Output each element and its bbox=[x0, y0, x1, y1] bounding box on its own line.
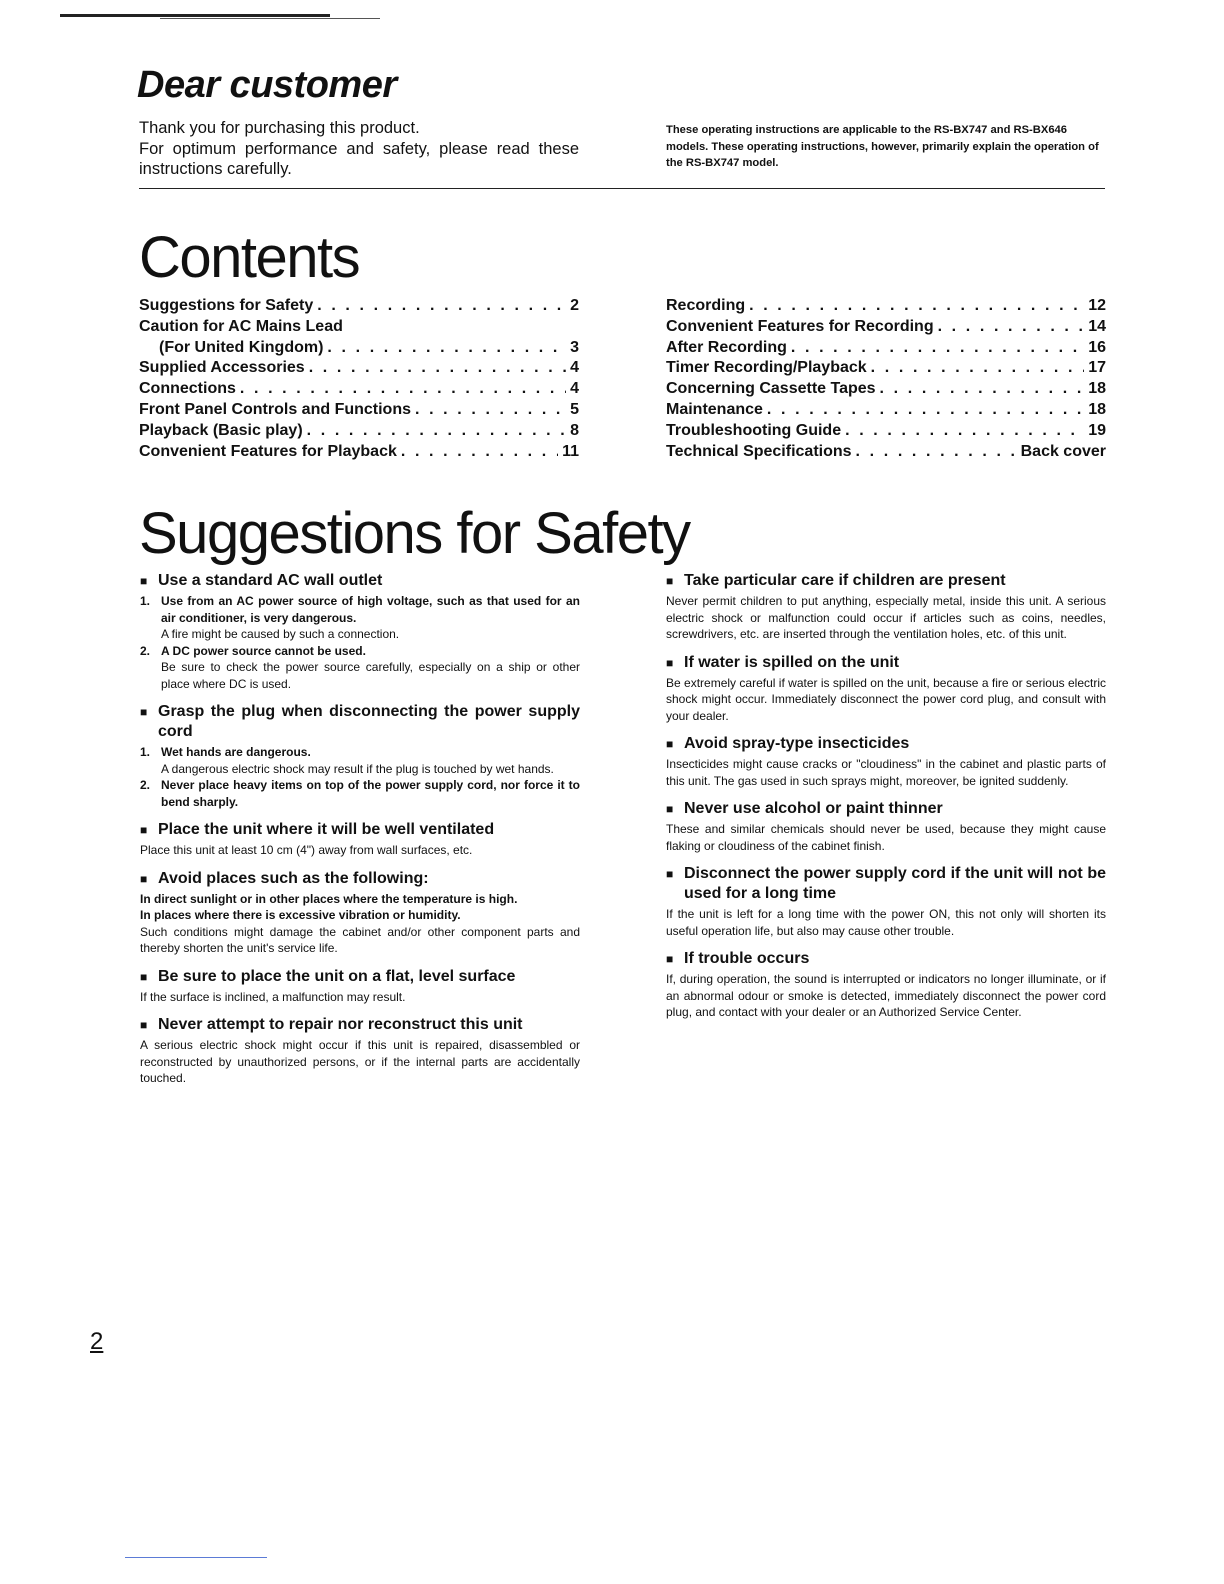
toc-page: 3 bbox=[570, 338, 579, 356]
toc-leader bbox=[240, 379, 566, 400]
safety-left-column bbox=[140, 571, 580, 1097]
toc-item[interactable] bbox=[139, 358, 579, 379]
safety-section bbox=[666, 799, 1106, 854]
toc-label: Concerning Cassette Tapes bbox=[666, 380, 876, 398]
square-bullet-icon: ■ bbox=[666, 655, 674, 670]
toc-leader bbox=[327, 338, 566, 359]
divider bbox=[139, 188, 1105, 189]
safety-section bbox=[666, 864, 1106, 939]
toc-page: 14 bbox=[1088, 317, 1106, 335]
toc-page: 4 bbox=[570, 380, 579, 398]
section-text: These and similar chemicals should never be used, because they might cause flaking or cloudiness of the cabinet finish. bbox=[666, 822, 1106, 853]
toc-page: 12 bbox=[1088, 297, 1106, 314]
page-title: Dear customer bbox=[137, 64, 397, 106]
toc-item[interactable] bbox=[139, 317, 579, 338]
section-text: In direct sunlight or in other places where the temperature is high. bbox=[140, 891, 518, 906]
toc-leader bbox=[856, 442, 1017, 463]
toc-item[interactable] bbox=[139, 296, 579, 317]
section-text: Insecticides might cause cracks or "cloudiness" in the cabinet and plastic parts of this unit. The gas used in such sprays might, moreover, be ignited suddenly. bbox=[666, 757, 1106, 788]
safety-section bbox=[140, 820, 580, 859]
section-text: If, during operation, the sound is interrupted or indicators no longer illuminate, or if an abnormal odour or smoke is detected, immediately disconnect the power cord plug, and contact with your dealer or an Authorized Service Center. bbox=[666, 972, 1106, 1019]
toc-item[interactable] bbox=[139, 421, 579, 442]
section-title: ■ If water is spilled on the unit bbox=[666, 653, 900, 671]
section-text: Be extremely careful if water is spilled on the unit, because a fire or serious electric shock might occur. Immediately disconnect the power cord plug, and consult with your dealer. bbox=[666, 675, 1106, 723]
toc-label: After Recording bbox=[666, 338, 787, 356]
section-text: Never permit children to put anything, especially metal, inside this unit. A serious electric shock or malfunction could occur if articles such as coins, needles, screwdrivers, etc. are inserted through the ventilation holes, etc. of this unit. bbox=[666, 594, 1106, 641]
toc-page: 17 bbox=[1088, 359, 1106, 377]
scan-artifact-bar bbox=[60, 14, 330, 17]
intro-paragraph: Thank you for purchasing this product. bbox=[139, 119, 420, 137]
square-bullet-icon: ■ bbox=[666, 737, 674, 751]
contents-left-column bbox=[139, 296, 579, 462]
toc-item[interactable] bbox=[666, 358, 1106, 379]
section-title: ■ Take particular care if children are present bbox=[666, 572, 1006, 589]
toc-leader bbox=[845, 421, 1084, 442]
toc-label: Recording bbox=[666, 297, 746, 314]
toc-label: Convenient Features for Recording bbox=[666, 317, 934, 335]
toc-page: 11 bbox=[562, 442, 579, 460]
safety-section bbox=[666, 653, 1106, 725]
toc-label: Playback (Basic play) bbox=[139, 421, 303, 439]
section-title: ■ Avoid places such as the following: bbox=[140, 869, 429, 887]
square-bullet-icon: ■ bbox=[666, 867, 674, 881]
square-bullet-icon: ■ bbox=[140, 705, 148, 719]
toc-label: Timer Recording/Playback bbox=[666, 359, 867, 377]
toc-leader bbox=[871, 358, 1085, 379]
safety-section bbox=[666, 949, 1106, 1021]
toc-item[interactable] bbox=[666, 400, 1106, 421]
scan-artifact-bar bbox=[160, 18, 380, 19]
section-title: ■ Use a standard AC wall outlet bbox=[140, 572, 383, 589]
toc-page: 16 bbox=[1088, 338, 1106, 356]
safety-section bbox=[666, 734, 1106, 789]
square-bullet-icon: ■ bbox=[666, 952, 674, 966]
toc-page: 2 bbox=[570, 297, 579, 314]
section-title: ■ Never attempt to repair nor reconstruct this unit bbox=[140, 1016, 523, 1033]
section-title: ■ Never use alcohol or paint thinner bbox=[666, 800, 943, 817]
page-number: 2 bbox=[90, 1328, 104, 1355]
numbered-item: 2. A DC power source cannot be used. Be sure to check the power source carefully, especially on a ship or other place where DC is used. bbox=[140, 643, 580, 691]
section-title: ■ If trouble occurs bbox=[666, 950, 810, 967]
section-title: ■ Be sure to place the unit on a flat, level surface bbox=[140, 967, 516, 985]
toc-item[interactable] bbox=[666, 421, 1106, 442]
toc-label: Supplied Accessories bbox=[139, 359, 305, 377]
square-bullet-icon: ■ bbox=[140, 574, 148, 588]
safety-section bbox=[140, 702, 580, 810]
models-note: These operating instructions are applicable to the RS-BX747 and RS-BX646 models. These operating instructions, however, primarily explain the operation of the RS-BX747 model. bbox=[666, 124, 1099, 169]
safety-section bbox=[140, 1015, 580, 1087]
toc-label: Maintenance bbox=[666, 400, 763, 418]
toc-page: 18 bbox=[1088, 400, 1106, 418]
section-title: ■ Grasp the plug when disconnecting the power supply cord bbox=[140, 703, 580, 740]
toc-label: Connections bbox=[139, 380, 236, 398]
section-text: In places where there is excessive vibration or humidity. bbox=[140, 908, 461, 922]
toc-leader bbox=[317, 296, 566, 317]
toc-item[interactable] bbox=[666, 379, 1106, 400]
numbered-item: 1. Use from an AC power source of high voltage, such as that used for an air conditioner, is very dangerous. A fire might be caused by such a connection. bbox=[140, 594, 580, 641]
toc-label: Caution for AC Mains Lead bbox=[139, 317, 343, 335]
section-text: Such conditions might damage the cabinet and/or other component parts and thereby shorten the unit's service life. bbox=[140, 924, 580, 955]
toc-label: Troubleshooting Guide bbox=[666, 421, 842, 439]
toc-page: 19 bbox=[1088, 421, 1106, 439]
toc-page: Back cover bbox=[1020, 442, 1106, 460]
toc-leader bbox=[880, 379, 1085, 400]
safety-section bbox=[666, 571, 1106, 643]
square-bullet-icon: ■ bbox=[666, 802, 674, 816]
toc-item[interactable] bbox=[666, 338, 1106, 359]
toc-item[interactable] bbox=[666, 296, 1106, 317]
numbered-item: 1. Wet hands are dangerous. A dangerous electric shock may result if the plug is touched by wet hands. bbox=[140, 745, 554, 776]
numbered-item: 2. Never place heavy items on top of the power supply cord, nor force it to bend sharply. bbox=[140, 778, 580, 809]
intro-text bbox=[139, 118, 579, 180]
section-title: ■ Disconnect the power supply cord if the unit will not be used for a long time bbox=[666, 865, 1106, 902]
toc-item[interactable] bbox=[139, 442, 579, 463]
toc-leader bbox=[309, 358, 566, 379]
toc-item[interactable] bbox=[666, 442, 1106, 463]
toc-leader bbox=[307, 421, 566, 442]
intro-paragraph: For optimum performance and safety, please read these instructions carefully. bbox=[139, 139, 579, 178]
section-text: A serious electric shock might occur if this unit is repaired, disassembled or reconstructed by unauthorized persons, or if the internal parts are accidentally touched. bbox=[140, 1038, 580, 1085]
safety-section bbox=[140, 571, 580, 692]
toc-leader bbox=[401, 442, 558, 463]
square-bullet-icon: ■ bbox=[140, 969, 148, 984]
section-text: If the surface is inclined, a malfunction may result. bbox=[140, 989, 406, 1004]
contents-heading: Contents bbox=[139, 225, 360, 290]
toc-page: 8 bbox=[570, 421, 579, 439]
safety-heading: Suggestions for Safety bbox=[139, 501, 690, 566]
toc-label: Convenient Features for Playback bbox=[139, 442, 397, 460]
safety-section bbox=[140, 967, 580, 1006]
section-text: If the unit is left for a long time with the power ON, this not only will shorten its useful operation life, but also may cause other trouble. bbox=[666, 907, 1106, 938]
scan-artifact-line bbox=[60, 14, 380, 20]
toc-leader bbox=[749, 296, 1084, 317]
contents-right-column bbox=[666, 296, 1106, 462]
toc-label: Suggestions for Safety bbox=[139, 297, 314, 314]
toc-leader bbox=[767, 400, 1084, 421]
square-bullet-icon: ■ bbox=[140, 871, 148, 886]
square-bullet-icon: ■ bbox=[140, 823, 148, 837]
toc-label: (For United Kingdom) bbox=[159, 338, 324, 356]
footer-line bbox=[125, 1557, 267, 1558]
toc-label: Front Panel Controls and Functions bbox=[139, 400, 411, 418]
toc-leader bbox=[938, 317, 1085, 338]
toc-leader bbox=[791, 338, 1084, 359]
square-bullet-icon: ■ bbox=[666, 574, 674, 588]
safety-right-column bbox=[666, 571, 1106, 1031]
square-bullet-icon: ■ bbox=[140, 1018, 148, 1032]
section-title: ■ Place the unit where it will be well ventilated bbox=[140, 821, 495, 838]
toc-page: 5 bbox=[570, 400, 579, 418]
toc-item[interactable] bbox=[139, 379, 579, 400]
toc-item[interactable] bbox=[666, 317, 1106, 338]
safety-section bbox=[140, 869, 580, 957]
toc-label: Technical Specifications bbox=[666, 442, 852, 460]
toc-item[interactable] bbox=[139, 338, 579, 359]
toc-page: 18 bbox=[1088, 380, 1106, 398]
section-title: ■ Avoid spray-type insecticides bbox=[666, 735, 910, 752]
toc-item[interactable] bbox=[139, 400, 579, 421]
toc-page: 4 bbox=[570, 359, 579, 377]
section-text: Place this unit at least 10 cm (4") away from wall surfaces, etc. bbox=[140, 843, 473, 857]
toc-leader bbox=[415, 400, 566, 421]
